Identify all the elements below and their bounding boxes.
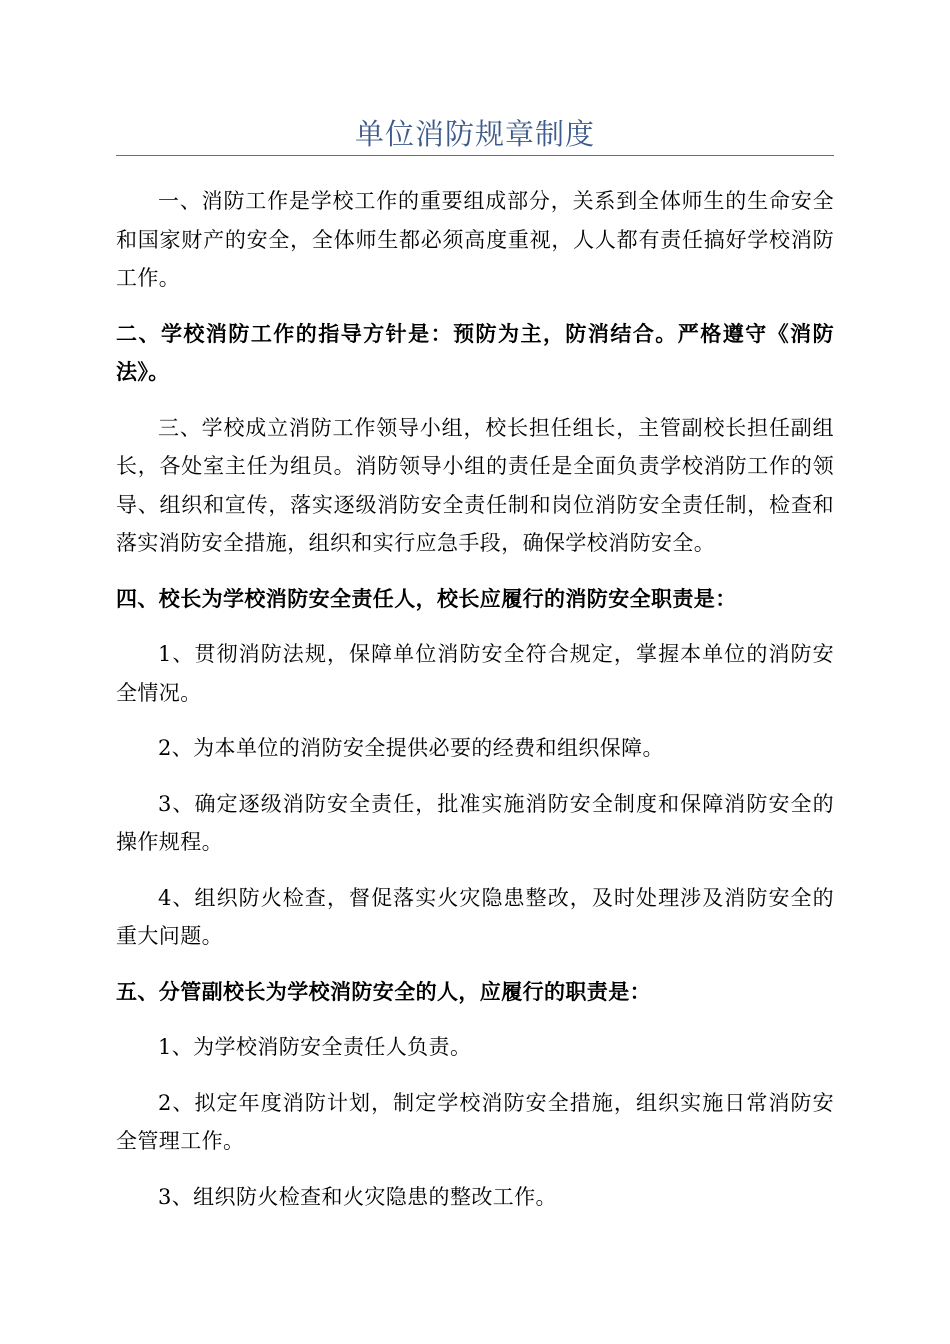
paragraph-3: 三、学校成立消防工作领导小组，校长担任组长，主管副校长担任副组长，各处室主任为组员。消防领导小组的责任是全面负责学校消防工作的领导、组织和宣传，落实逐级消防安全责任制和岗位消防安全责任制，检查和落实消防安全措施，组织和实行应急手段，确保学校消防安全。 — [116, 415, 834, 555]
section-heading-4: 四、校长为学校消防安全责任人，校长应履行的消防安全职责是： — [116, 585, 737, 611]
section-heading-2: 二、学校消防工作的指导方针是：预防为主，防消结合。严格遵守《消防法》。 — [116, 320, 834, 384]
paragraph-1: 一、消防工作是学校工作的重要组成部分，关系到全体师生的生命安全和国家财产的安全，全体师生都必须高度重视，人人都有责任搞好学校消防工作。 — [116, 189, 834, 290]
title-underline — [116, 155, 834, 156]
document-body — [116, 170, 834, 1216]
section-heading-5: 五、分管副校长为学校消防安全的人，应履行的职责是： — [116, 978, 651, 1004]
list-item-4-1: 1、贯彻消防法规，保障单位消防安全符合规定，掌握本单位的消防安全情况。 — [116, 642, 834, 705]
page-title: 单位消防规章制度 — [354, 117, 595, 151]
list-item-5-3: 3、组织防火检查和火灾隐患的整改工作。 — [158, 1184, 557, 1209]
list-item-4-3: 3、确定逐级消防安全责任，批准实施消防安全制度和保障消防安全的操作规程。 — [116, 791, 834, 854]
list-item-5-2: 2、拟定年度消防计划，制定学校消防安全措施，组织实施日常消防安全管理工作。 — [116, 1090, 834, 1153]
list-item-5-1: 1、为学校消防安全责任人负责。 — [158, 1035, 472, 1059]
list-item-4-4: 4、组织防火检查，督促落实火灾隐患整改，及时处理涉及消防安全的重大问题。 — [116, 885, 834, 948]
list-item-4-2: 2、为本单位的消防安全提供必要的经费和组织保障。 — [158, 736, 664, 760]
